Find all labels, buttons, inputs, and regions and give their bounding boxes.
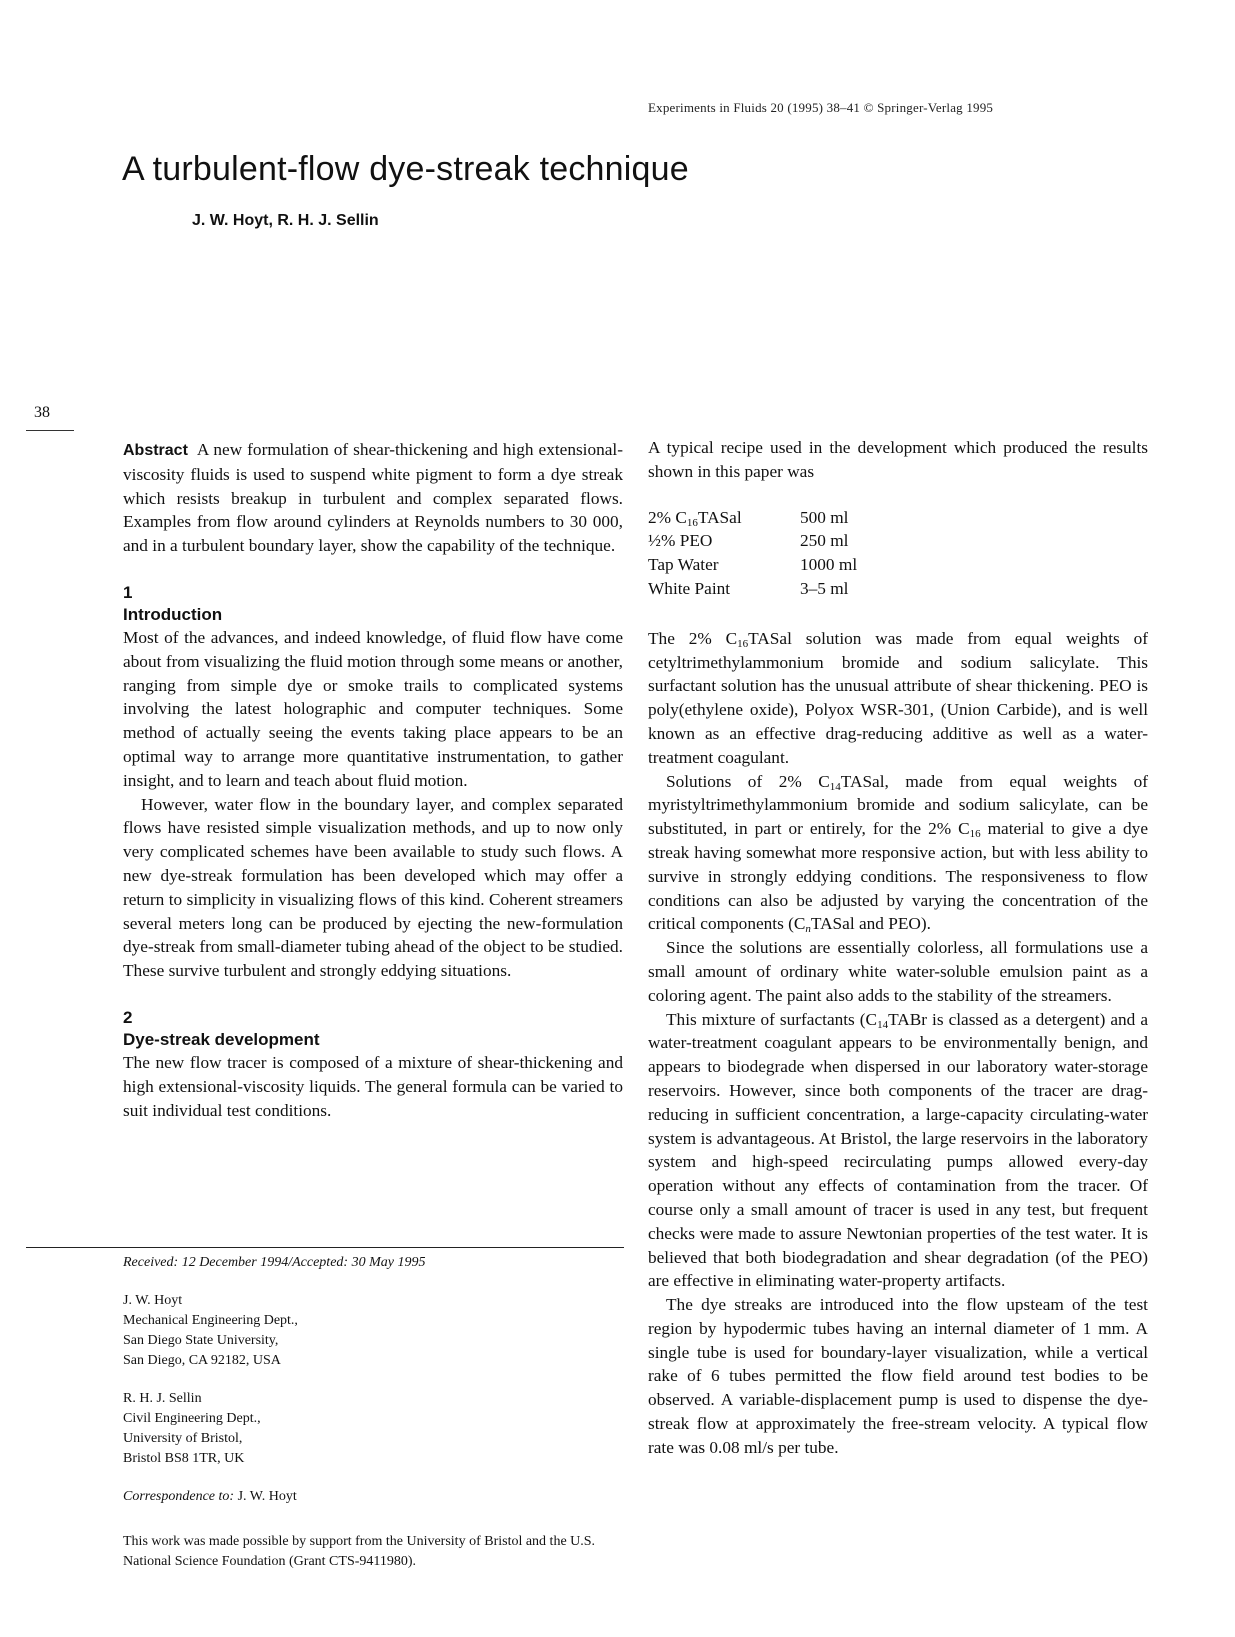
section-number: 1 <box>123 582 133 602</box>
paragraph: Solutions of 2% $C_{14}TASal$, made from equal weights of myristyltrimethylammonium bromide and sodium salicylate, can be substituted, in part or entirely, for the 2% $C_{16}$ material to give a dye streak having somewhat more responsive action, but with less ability to survive in strongly eddying conditions. The responsiveness to flow conditions can also be adjusted by varying the concentration of the critical components ($C_nTASal$ and PEO). <box>648 771 1148 936</box>
table-cell: 500 ml <box>800 507 849 527</box>
table-cell: 2% $C_{16}TASal$ <box>648 507 742 529</box>
section-number: 2 <box>123 1007 133 1027</box>
paragraph: However, water flow in the boundary layer, and complex separated flows have resisted simple visualization methods, and up to now only very complicated schemes have been available to study such flows. A new dye-streak formulation has been developed which may offer a return to simplicity in visualizing flows of this kind. Coherent streamers several meters long can be produced by ejecting the new-formulation dye-streak from small-diameter tubing ahead of the object to be studied. These survive turbulent and strongly eddying situations. <box>123 794 623 981</box>
paragraph: The dye streaks are introduced into the flow upsteam of the test region by hypodermic tubes having an internal diameter of 1 mm. A single tube is used for boundary-layer visualization, while a vertical rake of 6 tubes permitted the flow field around test bodies to be observed. A variable-displacement pump is used to dispense the dye-streak flow at approximately the free-stream velocity. A typical flow rate was 0.08 ml/s per tube. <box>648 1295 1148 1457</box>
table-cell: Tap Water <box>648 555 719 575</box>
table-cell: 1000 ml <box>800 555 858 575</box>
right-column <box>648 436 1148 1460</box>
affiliation-sellin: R. H. J. Sellin Civil Engineering Dept., University of Bristol, Bristol BS8 1TR, UK <box>123 1391 261 1466</box>
abstract-text: A new formulation of shear-thickening and high extensional-viscosity fluids is used to suspend white pigment to form a dye streak which resists breakup in turbulent and complex separated flows. Examples from flow around cylinders at Reynolds numbers to 30 000, and in a turbulent boundary layer, show the capability of the technique. <box>123 440 623 556</box>
paragraph: Since the solutions are essentially colorless, all formulations use a small amount of ordinary white water-soluble emulsion paint as a coloring agent. The paint also adds to the stability of the streamers. <box>648 938 1148 1005</box>
funding-note: This work was made possible by support from the University of Bristol and the U.S. National Science Foundation (Grant CTS-9411980). <box>123 1534 596 1569</box>
page-number-rule <box>26 430 74 431</box>
paragraph: A typical recipe used in the development which produced the results shown in this paper was <box>648 438 1148 481</box>
table-row <box>648 553 857 577</box>
table-cell: White Paint <box>648 578 731 598</box>
received-accepted: Received: 12 December 1994/Accepted: 30 May 1995 <box>123 1255 426 1270</box>
table-cell: 250 ml <box>800 531 849 551</box>
section-title: Dye-streak development <box>123 1029 320 1049</box>
recipe-table <box>648 506 857 601</box>
left-column <box>123 438 623 1122</box>
affiliation-hoyt: J. W. Hoyt Mechanical Engineering Dept., San Diego State University, San Diego, CA 92182, USA <box>123 1293 298 1368</box>
paragraph: The 2% $C_{16}TASal$ solution was made from equal weights of cetyltrimethylammonium bromide and sodium salicylate. This surfactant solution has the unusual attribute of shear thickening. PEO is poly(ethylene oxide), Polyox WSR-301, (Union Carbide), and is well known as an effective drag-reducing additive as well as a water-treatment coagulant. <box>648 628 1148 767</box>
authors: J. W. Hoyt, R. H. J. Sellin <box>192 212 379 229</box>
page-title: A turbulent-flow dye-streak technique <box>122 150 689 188</box>
correspondence: Correspondence to: J. W. Hoyt <box>123 1489 297 1504</box>
page-number: 38 <box>34 404 50 421</box>
table-cell: 3–5 ml <box>800 578 849 598</box>
table-cell: ½% PEO <box>648 531 713 551</box>
table-row <box>648 506 857 530</box>
journal-header: Experiments in Fluids 20 (1995) 38–41 © Springer-Verlag 1995 <box>648 100 994 115</box>
paragraph: Most of the advances, and indeed knowledge, of fluid flow have come about from visualizing the fluid motion through some means or another, ranging from simple dye or smoke trails to complicated systems involving the latest holographic and computer techniques. Some method of actually seeing the events taking place appears to be an optimal way to arrange more quantitative instrumentation, to gather insight, and to learn and teach about fluid motion. <box>123 627 623 790</box>
abstract <box>123 438 623 558</box>
paragraph: This mixture of surfactants ($C_{14}TABr$ is classed as a detergent) and a water-treatment coagulant appears to be environmentally benign, and appears to biodegrade when dispersed in our laboratory water-storage reservoirs. However, since both components of the tracer are drag-reducing in sufficient concentration, a large-capacity circulating-water system is advantageous. At Bristol, the large reservoirs in the laboratory system and high-speed recirculating pumps allowed every-day operation without any effects of contamination from the tracer. Of course only a small amount of tracer is used in any test, but frequent checks were made to assure Newtonian properties of the test water. It is believed that both biodegradation and shear degradation (of the PEO) are effective in eliminating water-property artifacts. <box>648 1009 1148 1291</box>
table-row <box>648 529 857 553</box>
table-row <box>648 577 857 601</box>
section-title: Introduction <box>123 604 223 624</box>
abstract-label: Abstract <box>123 442 188 459</box>
paragraph: The new flow tracer is composed of a mixture of shear-thickening and high extensional-viscosity liquids. The general formula can be varied to suit individual test conditions. <box>123 1052 623 1120</box>
footnote-rule <box>26 1247 624 1248</box>
